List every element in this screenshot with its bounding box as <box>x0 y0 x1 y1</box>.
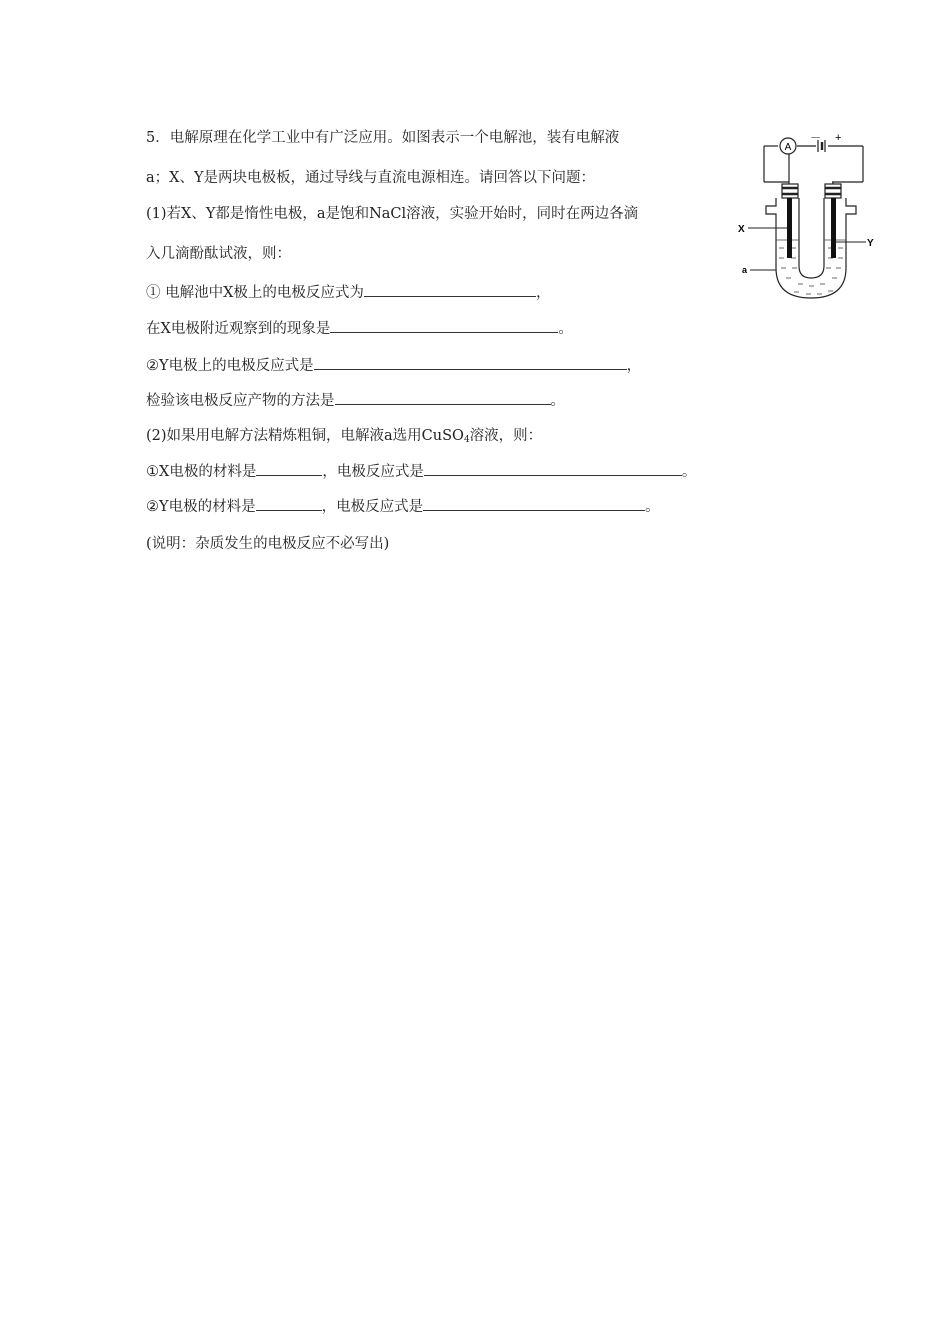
question-line-3 <box>146 204 638 224</box>
question-text: a；X、Y是两块电极板，通过导线与直流电源相连。请回答以下问题： <box>146 170 596 186</box>
electrode-x <box>787 198 792 258</box>
question-line-2 <box>146 168 595 188</box>
label-x: X <box>738 224 745 235</box>
punctuation: 。 <box>558 321 573 337</box>
question-text: 入几滴酚酞试液，则： <box>146 246 291 262</box>
question-text: (1)若X、Y都是惰性电极，a是饱和NaCl溶液，实验开始时，同时在两边各滴 <box>146 206 639 222</box>
punctuation: 。 <box>681 464 697 480</box>
punctuation: 。 <box>645 499 660 515</box>
question-text: ① 电解池中X极上的电极反应式为 <box>146 285 364 301</box>
answer-blank[interactable] <box>423 496 645 511</box>
electrolytic-cell-figure <box>736 128 886 303</box>
answer-blank[interactable] <box>256 461 322 476</box>
battery-minus-label: － <box>810 132 821 144</box>
question-line-6 <box>146 318 573 339</box>
label-a: a <box>742 265 748 275</box>
u-tube-inner <box>799 198 824 278</box>
question-text: 检验该电极反应产物的方法是 <box>146 393 335 409</box>
question-text: ②Y电极上的电极反应式是 <box>146 358 314 374</box>
question-text: (说明：杂质发生的电极反应不必写出) <box>146 536 390 552</box>
question-text: 溶液，则： <box>469 428 543 444</box>
question-text: ②Y电极的材料是 <box>146 499 256 515</box>
question-line-1 <box>146 128 619 148</box>
question-text: (2)如果用电解方法精炼粗铜，电解液a选用CuSO <box>146 428 464 444</box>
answer-blank[interactable] <box>364 282 536 297</box>
label-y: Y <box>867 238 874 249</box>
question-text: ，电极反应式是 <box>322 464 424 480</box>
question-line-10 <box>146 461 696 482</box>
question-text: ，电极反应式是 <box>321 499 424 515</box>
question-line-8 <box>146 390 565 411</box>
answer-blank[interactable] <box>314 355 627 370</box>
question-line-7 <box>146 355 641 376</box>
battery-plus-label: + <box>835 132 842 144</box>
answer-blank[interactable] <box>424 461 682 476</box>
question-text: 5．电解原理在化学工业中有广泛应用。如图表示一个电解池，装有电解液 <box>146 130 620 146</box>
punctuation: 。 <box>550 393 565 409</box>
punctuation: ， <box>535 285 551 301</box>
question-line-11 <box>146 496 660 517</box>
answer-blank[interactable] <box>330 318 558 333</box>
stopper-right <box>825 184 841 198</box>
ammeter-label: A <box>784 142 792 153</box>
question-line-12 <box>146 534 389 554</box>
circuit-wire <box>764 146 863 182</box>
question-line-4 <box>146 244 291 264</box>
question-line-5 <box>146 282 550 303</box>
answer-blank[interactable] <box>335 390 551 405</box>
question-text: ①X电极的材料是 <box>146 464 257 480</box>
stopper-left <box>782 184 798 198</box>
punctuation: ， <box>626 358 642 374</box>
answer-blank[interactable] <box>256 496 322 511</box>
question-text: 在X电极附近观察到的现象是 <box>146 321 331 337</box>
electrode-y <box>831 198 836 258</box>
question-line-9 <box>146 426 542 450</box>
subscript: 4 <box>463 435 470 445</box>
